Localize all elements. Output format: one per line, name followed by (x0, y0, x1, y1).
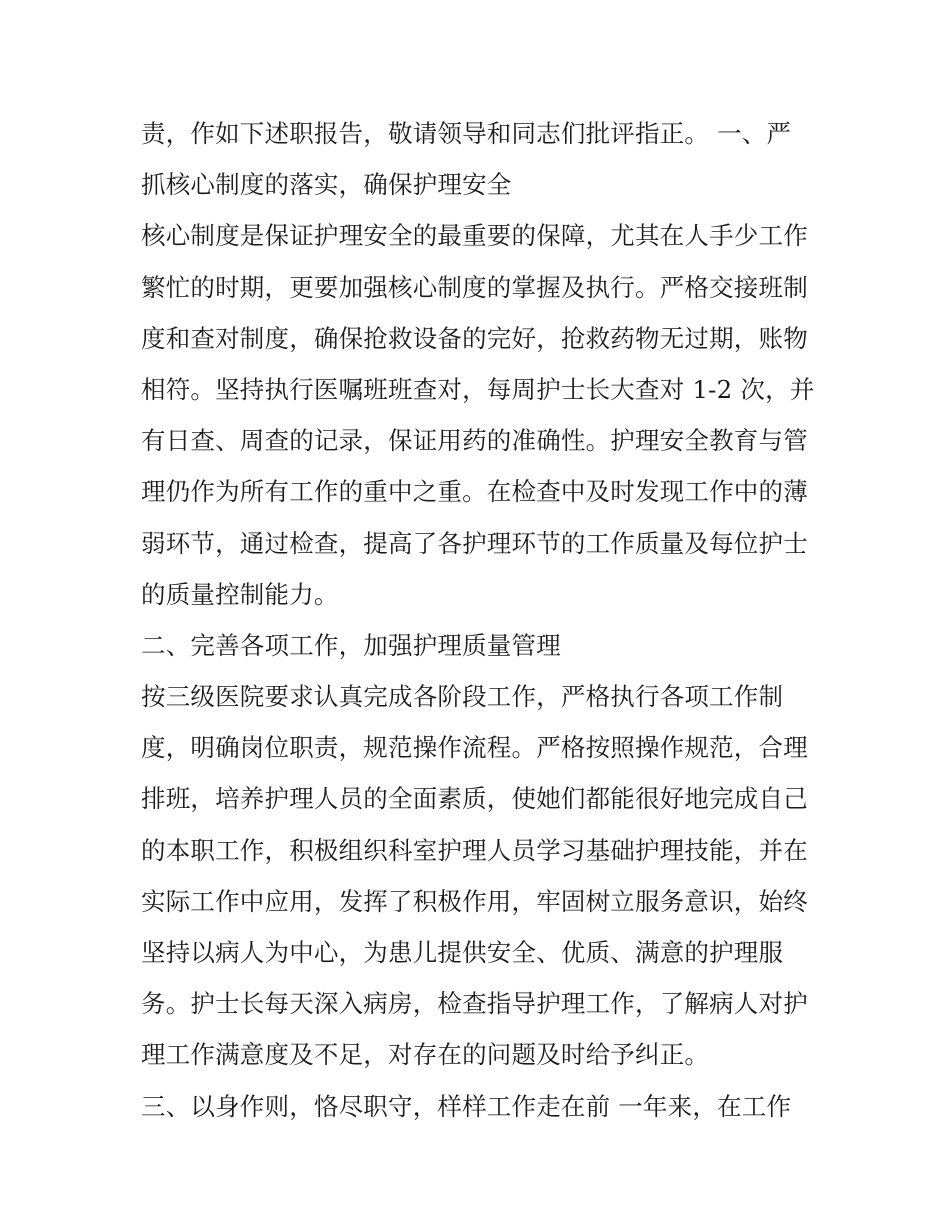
document-body (141, 108, 821, 1132)
text-line: 务。护士长每天深入病房，检查指导护理工作，了解病人对护 (141, 989, 808, 1019)
text-line: 相符。坚持执行医嘱班班查对，每周护士长大查对 1-2 次，并 (141, 374, 815, 404)
text-line: 度，明确岗位职责，规范操作流程。严格按照操作规范，合理 (141, 733, 808, 763)
text-line: 有日查、周查的记录，保证用药的准确性。护理安全教育与管 (141, 426, 808, 456)
section-heading-2: 二、完善各项工作，加强护理质量管理 (141, 630, 561, 660)
text-line: 坚持以病人为中心，为患儿提供安全、优质、满意的护理服 (141, 938, 784, 967)
text-line: 弱环节，通过检查，提高了各护理环节的工作质量及每位护士 (141, 528, 808, 558)
text-line: 实际工作中应用，发挥了积极作用，牢固树立服务意识，始终 (141, 886, 808, 916)
text-line: 的质量控制能力。 (141, 579, 339, 609)
text-line: 理工作满意度及不足，对存在的问题及时给予纠正。 (141, 1040, 710, 1070)
text-line: 按三级医院要求认真完成各阶段工作，严格执行各项工作制 (141, 682, 784, 712)
text-line: 责，作如下述职报告，敬请领导和同志们批评指正。 一、严 (141, 119, 792, 148)
text-line: 的本职工作，积极组织科室护理人员学习基础护理技能，并在 (141, 835, 808, 865)
section-heading-3: 三、以身作则，恪尽职守，样样工作走在前 一年来，在工作 (141, 1091, 792, 1121)
text-line: 度和查对制度，确保抢救设备的完好，抢救药物无过期，账物 (141, 323, 808, 353)
text-line: 排班，培养护理人员的全面素质，使她们都能很好地完成自己 (141, 784, 808, 814)
text-line: 繁忙的时期，更要加强核心制度的掌握及执行。严格交接班制 (141, 272, 808, 302)
text-line: 核心制度是保证护理安全的最重要的保障，尤其在人手少工作 (141, 221, 808, 251)
section-heading-1: 抓核心制度的落实，确保护理安全 (141, 170, 512, 200)
text-line: 理仍作为所有工作的重中之重。在检查中及时发现工作中的薄 (141, 477, 808, 507)
